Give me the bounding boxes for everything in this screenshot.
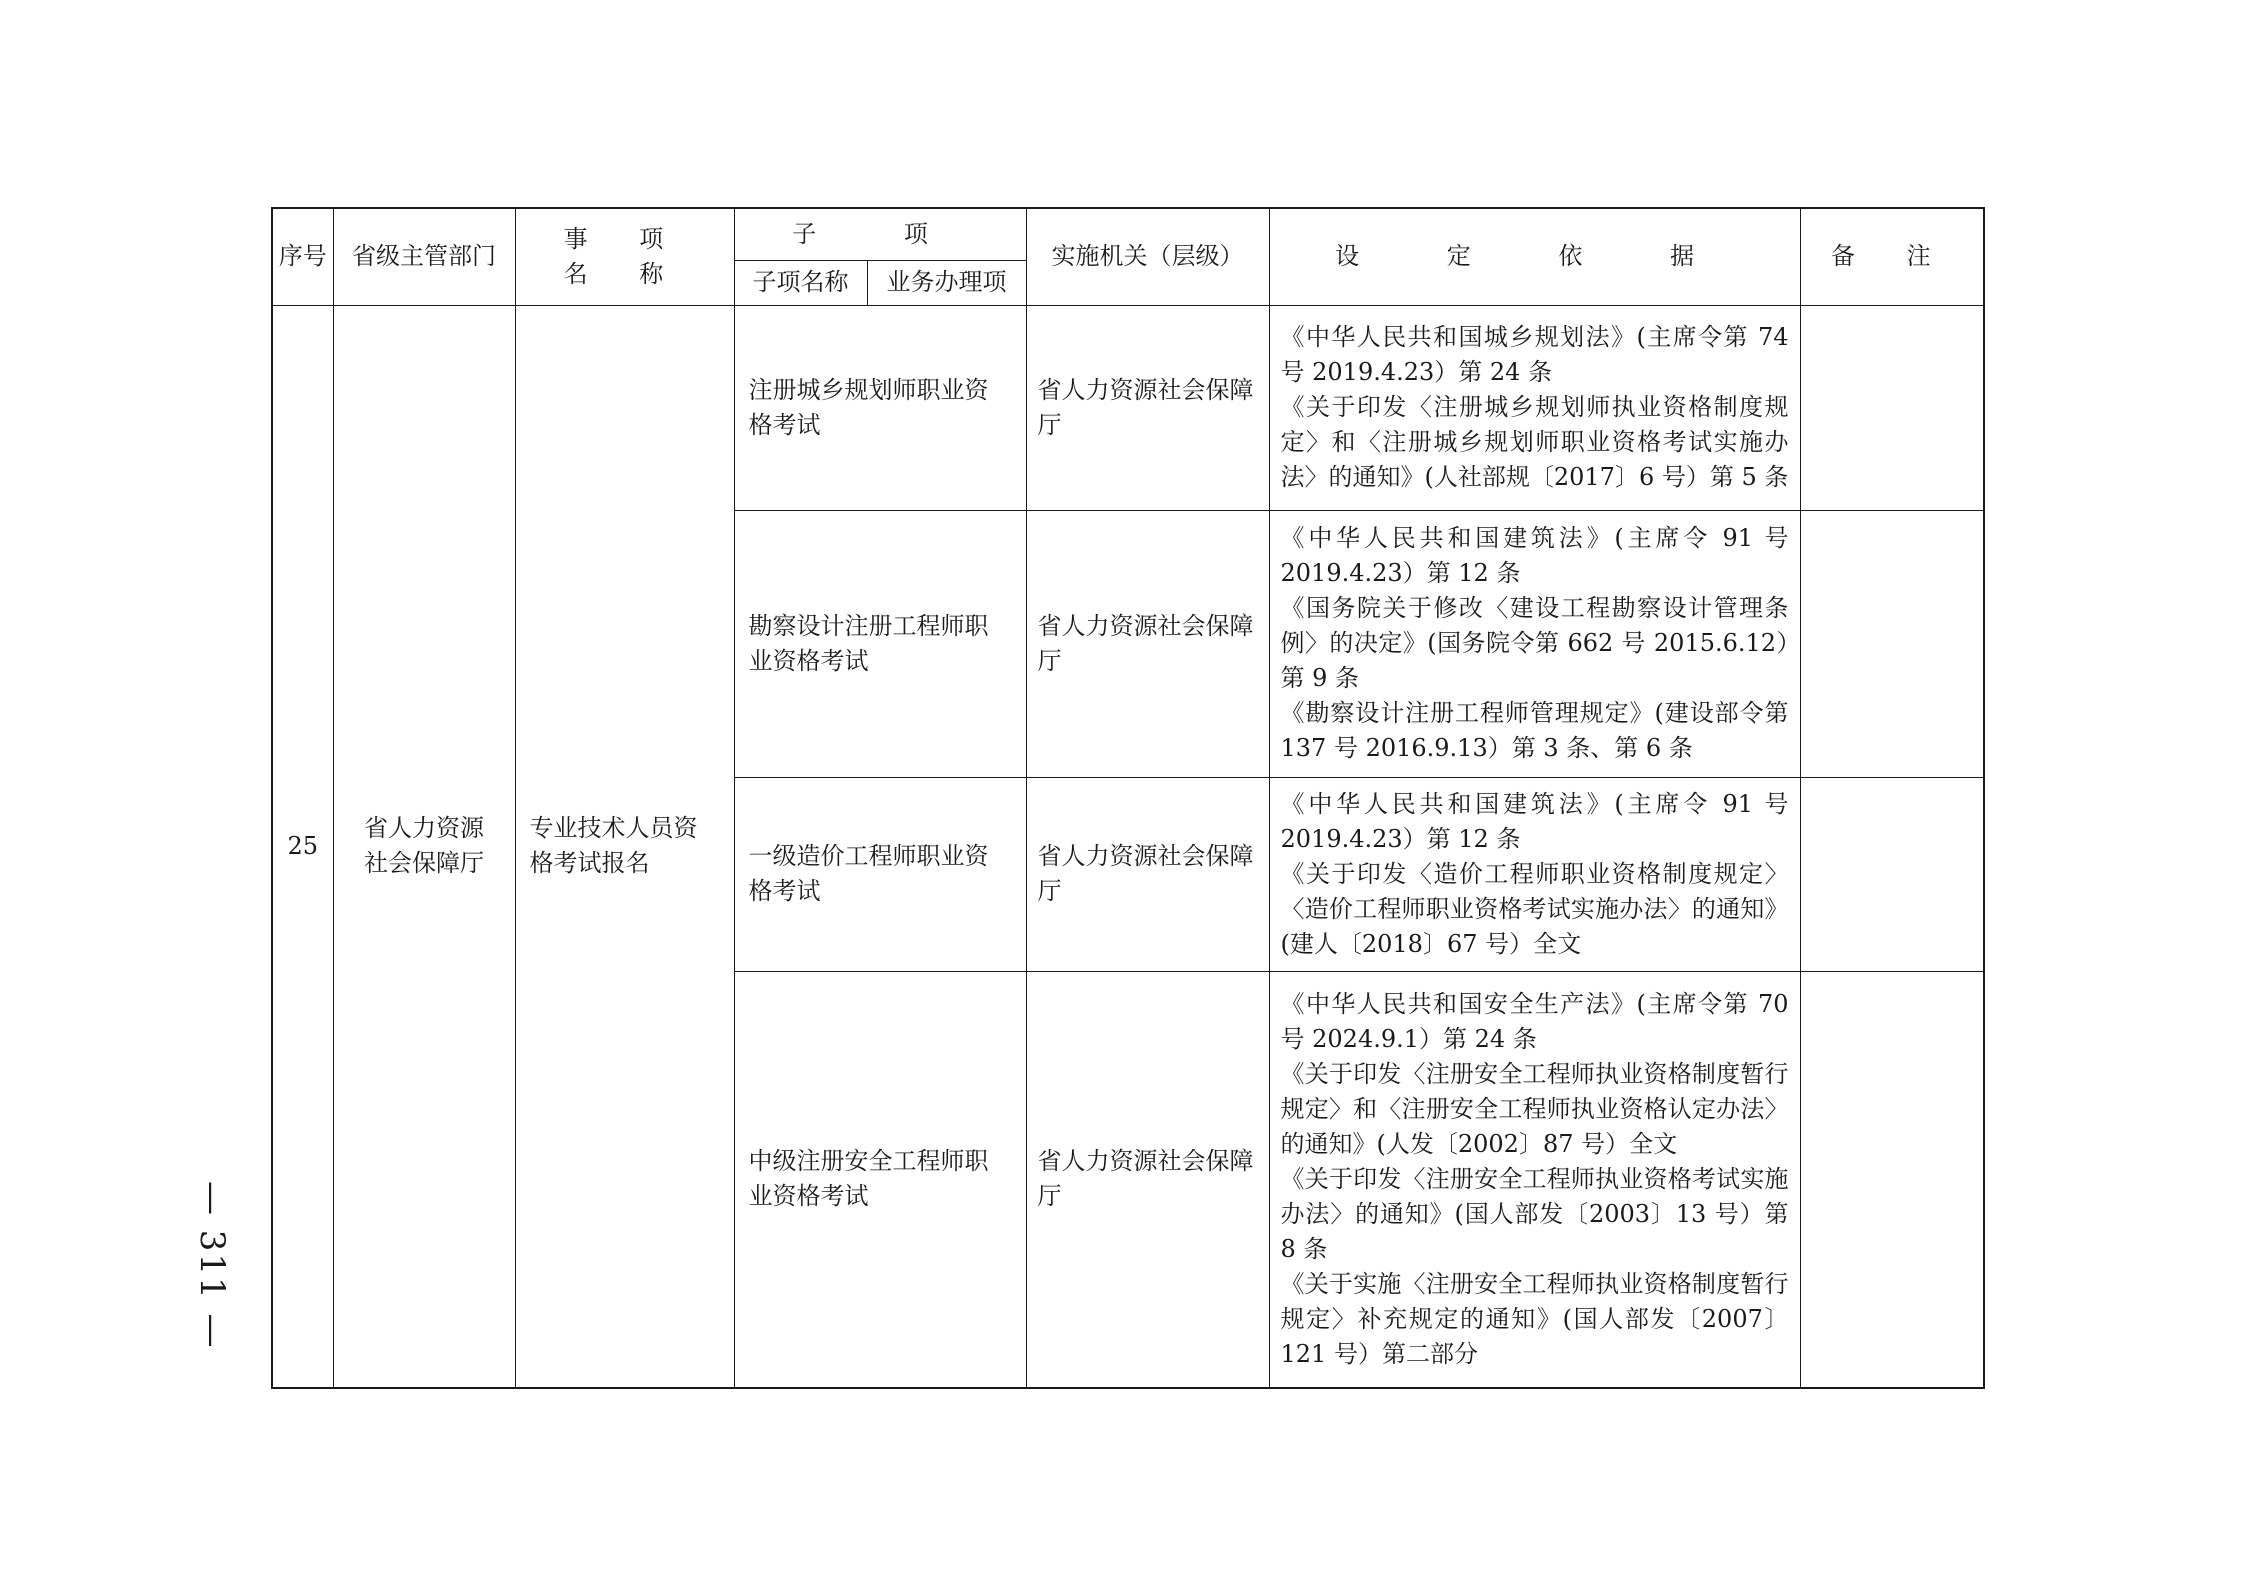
authority-cell: 省人力资源社会保障厅 xyxy=(1026,305,1269,510)
item-name-cell: 专业技术人员资格考试报名 xyxy=(515,305,734,1388)
basis-item: 《关于印发〈注册安全工程师执业资格制度暂行规定〉和〈注册安全工程师执业资格认定办法〉的通知》(人发〔2002〕87 号）全文 xyxy=(1280,1059,1789,1158)
sub-item-name-cell: 注册城乡规划师职业资格考试 xyxy=(734,305,1026,510)
header-sub-item: 子 项 xyxy=(734,208,1026,260)
administrative-items-table xyxy=(271,207,1985,1389)
remarks-cell xyxy=(1800,777,1984,971)
sub-item-name-cell: 勘察设计注册工程师职业资格考试 xyxy=(734,510,1026,777)
header-basis: 设 定 依 据 xyxy=(1269,208,1800,305)
basis-cell xyxy=(1269,971,1800,1388)
basis-item: 《关于印发〈造价工程师职业资格制度规定〉〈造价工程师职业资格考试实施办法〉的通知》(建人〔2018〕67 号）全文 xyxy=(1280,859,1789,958)
basis-item: 《中华人民共和国安全生产法》(主席令第 70 号 2024.9.1）第 24 条 xyxy=(1280,989,1789,1053)
basis-cell xyxy=(1269,510,1800,777)
table-row xyxy=(272,305,1984,510)
basis-item: 《中华人民共和国城乡规划法》(主席令第 74 号 2019.4.23）第 24 条 xyxy=(1280,323,1789,386)
basis-item: 《中华人民共和国建筑法》(主席令 91 号 2019.4.23）第 12 条 xyxy=(1280,524,1789,587)
basis-item: 《勘察设计注册工程师管理规定》(建设部令第 137 号 2016.9.13）第 3 条、第 6 条 xyxy=(1280,699,1789,762)
remarks-cell xyxy=(1800,305,1984,510)
basis-item: 《关于实施〈注册安全工程师执业资格制度暂行规定〉补充规定的通知》(国人部发〔2007〕121 号）第二部分 xyxy=(1280,1269,1789,1368)
remarks-cell xyxy=(1800,971,1984,1388)
authority-cell: 省人力资源社会保障厅 xyxy=(1026,510,1269,777)
basis-item: 《中华人民共和国建筑法》(主席令 91 号 2019.4.23）第 12 条 xyxy=(1280,789,1789,853)
basis-item: 《国务院关于修改〈建设工程勘察设计管理条例〉的决定》(国务院令第 662 号 2015.6.12）第 9 条 xyxy=(1280,594,1789,692)
basis-item: 《关于印发〈注册安全工程师执业资格考试实施办法〉的通知》(国人部发〔2003〕13 号）第 8 条 xyxy=(1280,1164,1789,1263)
remarks-cell xyxy=(1800,510,1984,777)
basis-cell xyxy=(1269,305,1800,510)
header-dept: 省级主管部门 xyxy=(333,208,515,305)
header-seq: 序号 xyxy=(272,208,333,305)
basis-cell xyxy=(1269,777,1800,971)
seq-cell: 25 xyxy=(272,305,333,1388)
header-authority: 实施机关（层级） xyxy=(1026,208,1269,305)
sub-item-name-cell: 一级造价工程师职业资格考试 xyxy=(734,777,1026,971)
page-number: — 311 — xyxy=(192,1180,232,1350)
header-remarks: 备 注 xyxy=(1800,208,1984,305)
header-sub-item-name: 子项名称 xyxy=(734,260,867,305)
header-item-name: 事 项 名 称 xyxy=(515,208,734,305)
header-business-item: 业务办理项 xyxy=(867,260,1026,305)
dept-cell: 省人力资源社会保障厅 xyxy=(333,305,515,1388)
authority-cell: 省人力资源社会保障厅 xyxy=(1026,971,1269,1388)
sub-item-name-cell: 中级注册安全工程师职业资格考试 xyxy=(734,971,1026,1388)
authority-cell: 省人力资源社会保障厅 xyxy=(1026,777,1269,971)
basis-item: 《关于印发〈注册城乡规划师执业资格制度规定〉和〈注册城乡规划师职业资格考试实施办法〉的通知》(人社部规〔2017〕6 号）第 5 条 xyxy=(1280,393,1789,491)
